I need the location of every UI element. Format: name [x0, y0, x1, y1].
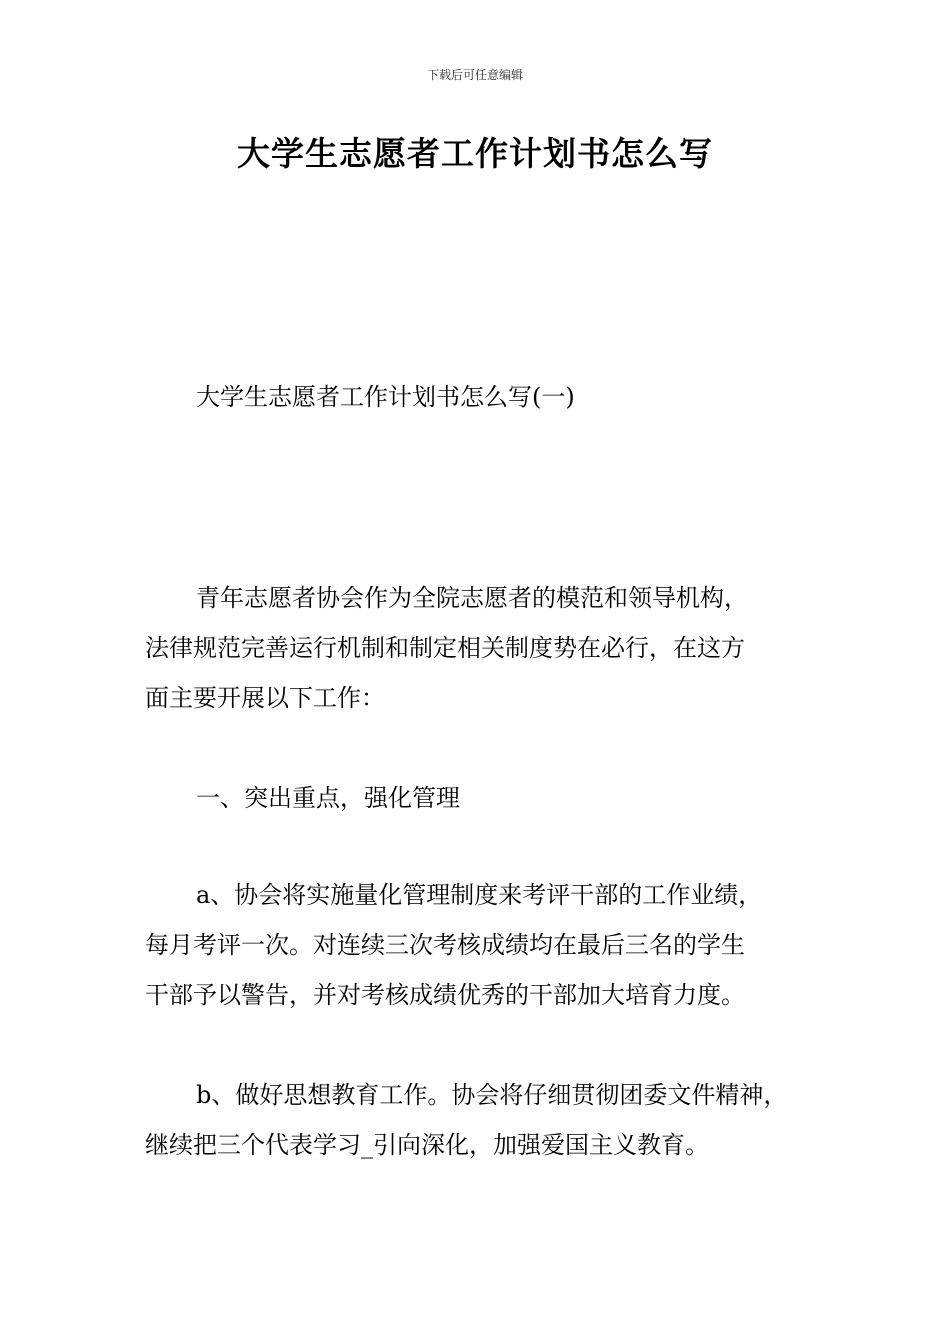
- intro-line-2: 法律规范完善运行机制和制定相关制度势在必行，在这方: [145, 634, 745, 662]
- section-heading: [145, 773, 825, 823]
- section-heading-text: 一、突出重点，强化管理: [196, 784, 460, 812]
- document-title: 大学生志愿者工作计划书怎么写: [237, 134, 713, 173]
- item-b-line-1: b、做好思想教育工作。协会将仔细贯彻团委文件精神，: [196, 1081, 788, 1109]
- intro-line-1: 青年志愿者协会作为全院志愿者的模范和领导机构，: [196, 584, 748, 612]
- item-a-line-2: 每月考评一次。对连续三次考核成绩均在最后三名的学生: [145, 931, 745, 959]
- subtitle-text: 大学生志愿者工作计划书怎么写(一): [196, 383, 575, 411]
- item-a-paragraph: [145, 870, 825, 1020]
- item-a-line-3: 干部予以警告，并对考核成绩优秀的干部加大培育力度。: [145, 981, 745, 1009]
- subtitle: [145, 372, 825, 422]
- intro-paragraph: [145, 573, 825, 723]
- header-note: 下载后可任意编辑: [426, 68, 523, 82]
- item-b-paragraph: [145, 1070, 825, 1170]
- item-a-line-1: a、协会将实施量化管理制度来考评干部的工作业绩，: [196, 881, 763, 909]
- intro-line-3: 面主要开展以下工作：: [145, 684, 385, 712]
- item-b-line-2: 继续把三个代表学习_引向深化，加强爱国主义教育。: [145, 1131, 709, 1159]
